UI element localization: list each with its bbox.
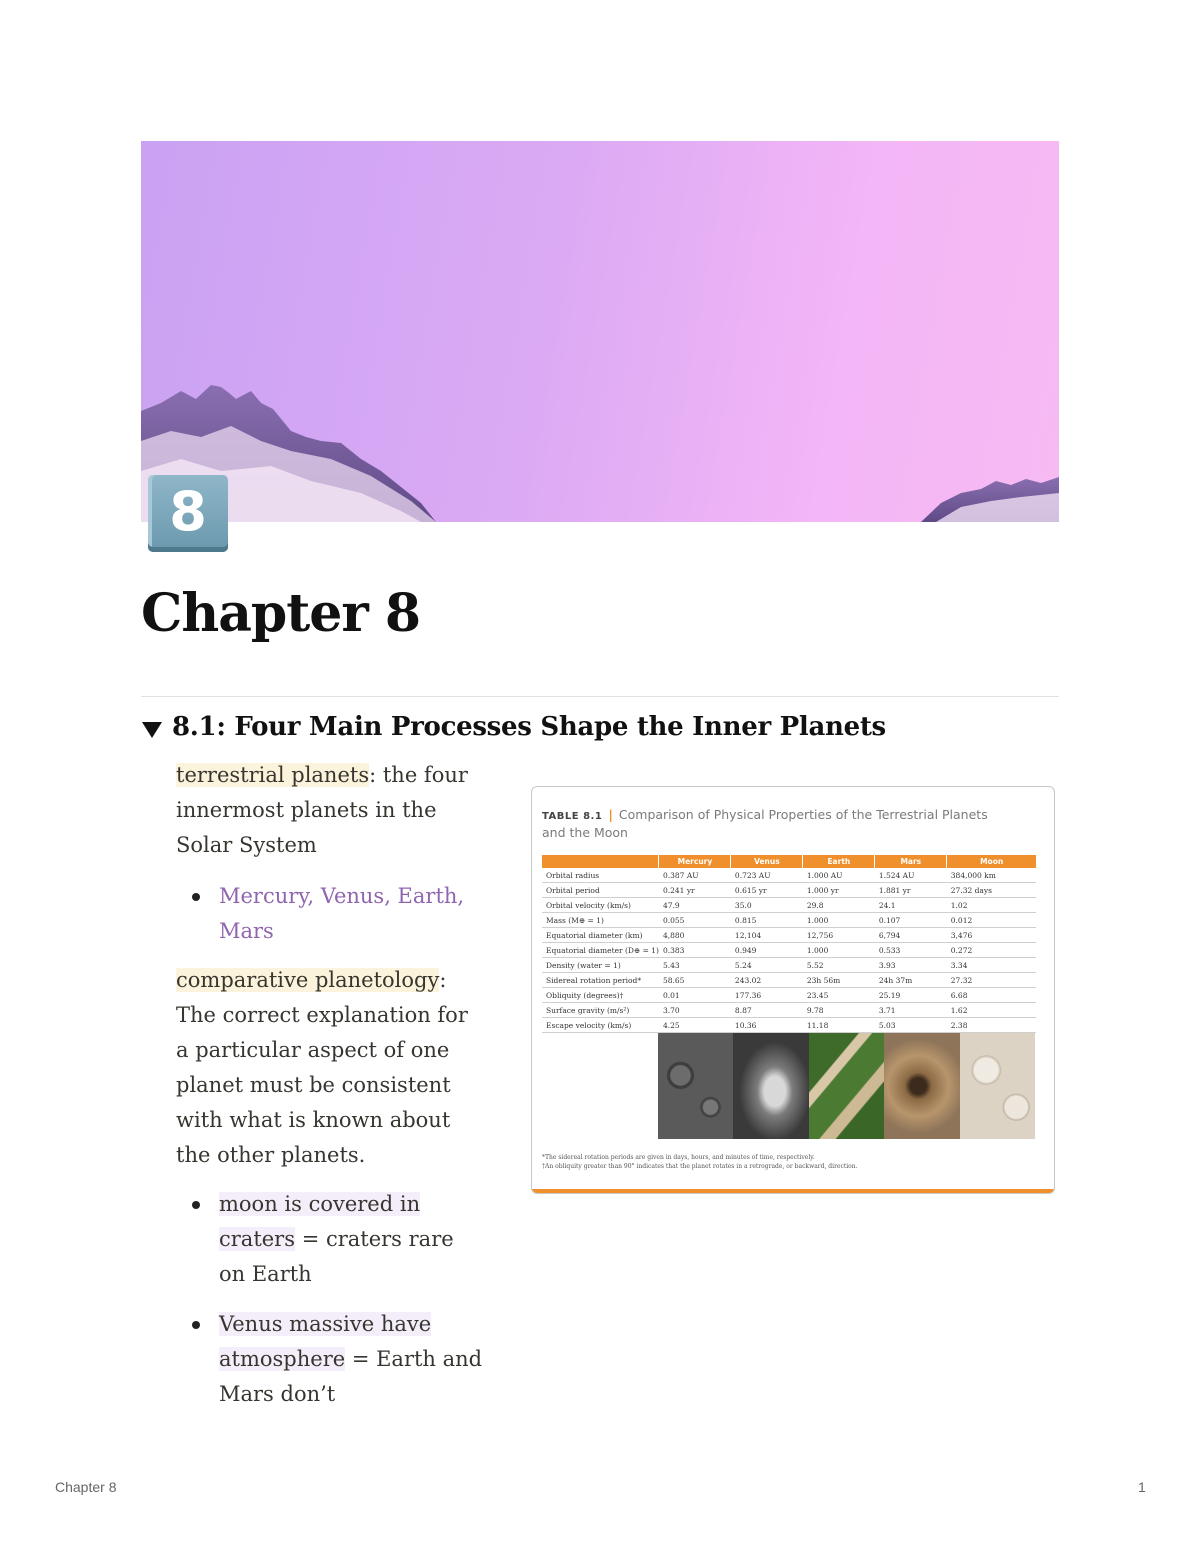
row-label-cell: Obliquity (degrees)† bbox=[542, 988, 659, 1003]
column-header: Moon bbox=[947, 855, 1036, 868]
chapter-number-icon bbox=[148, 475, 228, 552]
table-cell: 1.881 yr bbox=[875, 883, 947, 898]
column-header: Venus bbox=[731, 855, 803, 868]
table-cell: 23.45 bbox=[803, 988, 875, 1003]
table-cell: 0.01 bbox=[659, 988, 731, 1003]
footnote: *The sidereal rotation periods are given in days, hours, and minutes of time, respectively. bbox=[542, 1154, 815, 1161]
column-header bbox=[542, 855, 659, 868]
terrestrial-list bbox=[176, 879, 486, 949]
table-cell: 384,000 km bbox=[947, 868, 1036, 883]
table-cell: 11.18 bbox=[803, 1018, 875, 1033]
table-cell: 1.02 bbox=[947, 898, 1036, 913]
table-cell: 9.78 bbox=[803, 1003, 875, 1018]
table-row bbox=[542, 943, 1036, 958]
table-cell: 8.87 bbox=[731, 1003, 803, 1018]
planet-photos bbox=[658, 1033, 1035, 1139]
footer-page-title: Chapter 8 bbox=[55, 1479, 117, 1495]
notes-column bbox=[176, 758, 486, 1412]
table-cell: 5.43 bbox=[659, 958, 731, 973]
mountain-graphic bbox=[141, 141, 1059, 522]
bullet-icon bbox=[192, 1321, 200, 1329]
table-cell: 24h 37m bbox=[875, 973, 947, 988]
row-label-cell: Escape velocity (km/s) bbox=[542, 1018, 659, 1033]
table-row bbox=[542, 988, 1036, 1003]
mars-photo bbox=[884, 1033, 959, 1139]
table-cell: 12,756 bbox=[803, 928, 875, 943]
table-cell: 1.000 AU bbox=[803, 868, 875, 883]
table-cell: 12,104 bbox=[731, 928, 803, 943]
table-cell: 29.8 bbox=[803, 898, 875, 913]
table-cell: 177.36 bbox=[731, 988, 803, 1003]
column-header: Mercury bbox=[659, 855, 731, 868]
table-row bbox=[542, 898, 1036, 913]
comparative-def-text: : The correct explanation for a particular aspect of one planet must be consistent with what is known about the other planets. bbox=[176, 968, 468, 1167]
terrestrial-term: terrestrial planets bbox=[176, 763, 370, 787]
venus-rest: = Earth and Mars don’t bbox=[219, 1347, 483, 1406]
table-cell: 1.000 bbox=[803, 943, 875, 958]
table-cell: 3.70 bbox=[659, 1003, 731, 1018]
table-cell: 0.615 yr bbox=[731, 883, 803, 898]
comparative-definition bbox=[176, 963, 486, 1173]
table-row bbox=[542, 958, 1036, 973]
table-cell: 1.000 yr bbox=[803, 883, 875, 898]
cover-image bbox=[141, 141, 1059, 522]
table-row bbox=[542, 913, 1036, 928]
table-cell: 23h 56m bbox=[803, 973, 875, 988]
table-cell: 0.241 yr bbox=[659, 883, 731, 898]
terrestrial-bullet-text: Mercury, Venus, Earth, Mars bbox=[219, 884, 465, 943]
table-cell: 0.533 bbox=[875, 943, 947, 958]
table-cell: 25.19 bbox=[875, 988, 947, 1003]
table-row bbox=[542, 1018, 1036, 1033]
chapter-number-icon-text: 8 bbox=[169, 479, 207, 543]
caption-separator: | bbox=[608, 807, 613, 822]
table-cell: 1.524 AU bbox=[875, 868, 947, 883]
list-item bbox=[176, 1187, 486, 1292]
table-cell: 24.1 bbox=[875, 898, 947, 913]
list-item bbox=[176, 1307, 486, 1412]
table-cell: 4,880 bbox=[659, 928, 731, 943]
table-cell: 5.52 bbox=[803, 958, 875, 973]
table-cell: 27.32 days bbox=[947, 883, 1036, 898]
table-cell: 0.055 bbox=[659, 913, 731, 928]
table-cell: 3.71 bbox=[875, 1003, 947, 1018]
table-row bbox=[542, 868, 1036, 883]
toggle-triangle-icon[interactable] bbox=[141, 720, 163, 740]
terrestrial-definition bbox=[176, 758, 486, 863]
row-label-cell: Density (water = 1) bbox=[542, 958, 659, 973]
table-cell: 0.723 AU bbox=[731, 868, 803, 883]
row-label-cell: Sidereal rotation period* bbox=[542, 973, 659, 988]
table-cell: 0.107 bbox=[875, 913, 947, 928]
table-cell: 0.383 bbox=[659, 943, 731, 958]
table-cell: 5.03 bbox=[875, 1018, 947, 1033]
table-row bbox=[542, 883, 1036, 898]
comparative-list bbox=[176, 1187, 486, 1412]
list-item bbox=[176, 879, 486, 949]
table-cell: 1.62 bbox=[947, 1003, 1036, 1018]
table-cell: 243.02 bbox=[731, 973, 803, 988]
bullet-icon bbox=[192, 893, 200, 901]
table-cell: 6,794 bbox=[875, 928, 947, 943]
table-cell: 0.012 bbox=[947, 913, 1036, 928]
mercury-photo bbox=[658, 1033, 733, 1139]
table-cell: 6.68 bbox=[947, 988, 1036, 1003]
row-label-cell: Equatorial diameter (D⊕ = 1) bbox=[542, 943, 659, 958]
properties-table bbox=[542, 855, 1036, 1033]
table-cell: 0.815 bbox=[731, 913, 803, 928]
table-cell: 1.000 bbox=[803, 913, 875, 928]
table-cell: 3.34 bbox=[947, 958, 1036, 973]
table-bottom-rule bbox=[532, 1189, 1054, 1193]
table-row bbox=[542, 1003, 1036, 1018]
row-label-cell: Orbital period bbox=[542, 883, 659, 898]
table-cell: 0.387 AU bbox=[659, 868, 731, 883]
table-image bbox=[531, 786, 1055, 1194]
earth-photo bbox=[809, 1033, 884, 1139]
table-cell: 0.272 bbox=[947, 943, 1036, 958]
bullet-icon bbox=[192, 1201, 200, 1209]
venus-highlight: Venus massive have atmosphere bbox=[219, 1312, 432, 1371]
table-row bbox=[542, 928, 1036, 943]
row-label-cell: Surface gravity (m/s²) bbox=[542, 1003, 659, 1018]
table-caption bbox=[542, 807, 1012, 841]
table-cell: 10.36 bbox=[731, 1018, 803, 1033]
moon-rest: = craters rare on Earth bbox=[219, 1227, 454, 1286]
divider bbox=[141, 696, 1059, 697]
section-heading[interactable]: 8.1: Four Main Processes Shape the Inner Planets bbox=[172, 712, 886, 742]
table-title: Comparison of Physical Properties of the Terrestrial Planets and the Moon bbox=[542, 807, 988, 840]
table-cell: 4.25 bbox=[659, 1018, 731, 1033]
row-label-cell: Orbital velocity (km/s) bbox=[542, 898, 659, 913]
table-body bbox=[542, 868, 1036, 1033]
moon-photo bbox=[960, 1033, 1035, 1139]
table-cell: 2.38 bbox=[947, 1018, 1036, 1033]
moon-highlight: moon is covered in craters bbox=[219, 1192, 421, 1251]
table-cell: 58.65 bbox=[659, 973, 731, 988]
footnote: †An obliquity greater than 90° indicates that the planet rotates in a retrograde, or backward, direction. bbox=[542, 1163, 858, 1170]
column-header: Earth bbox=[803, 855, 875, 868]
table-cell: 3.93 bbox=[875, 958, 947, 973]
footer-page-number: 1 bbox=[1138, 1479, 1146, 1495]
column-header: Mars bbox=[875, 855, 947, 868]
venus-photo bbox=[733, 1033, 808, 1139]
table-label: TABLE 8.1 bbox=[542, 811, 603, 822]
table-footnotes bbox=[542, 1153, 1042, 1171]
table-cell: 3,476 bbox=[947, 928, 1036, 943]
table-cell: 35.0 bbox=[731, 898, 803, 913]
table-cell: 27.32 bbox=[947, 973, 1036, 988]
table-cell: 47.9 bbox=[659, 898, 731, 913]
row-label-cell: Orbital radius bbox=[542, 868, 659, 883]
page-title: Chapter 8 bbox=[141, 583, 421, 644]
table-row bbox=[542, 973, 1036, 988]
terrestrial-def-text: : the four innermost planets in the Solar System bbox=[176, 763, 468, 857]
comparative-term: comparative planetology bbox=[176, 968, 440, 992]
row-label-cell: Mass (M⊕ = 1) bbox=[542, 913, 659, 928]
table-cell: 5.24 bbox=[731, 958, 803, 973]
table-cell: 0.949 bbox=[731, 943, 803, 958]
table-header-row bbox=[542, 855, 1036, 868]
row-label-cell: Equatorial diameter (km) bbox=[542, 928, 659, 943]
